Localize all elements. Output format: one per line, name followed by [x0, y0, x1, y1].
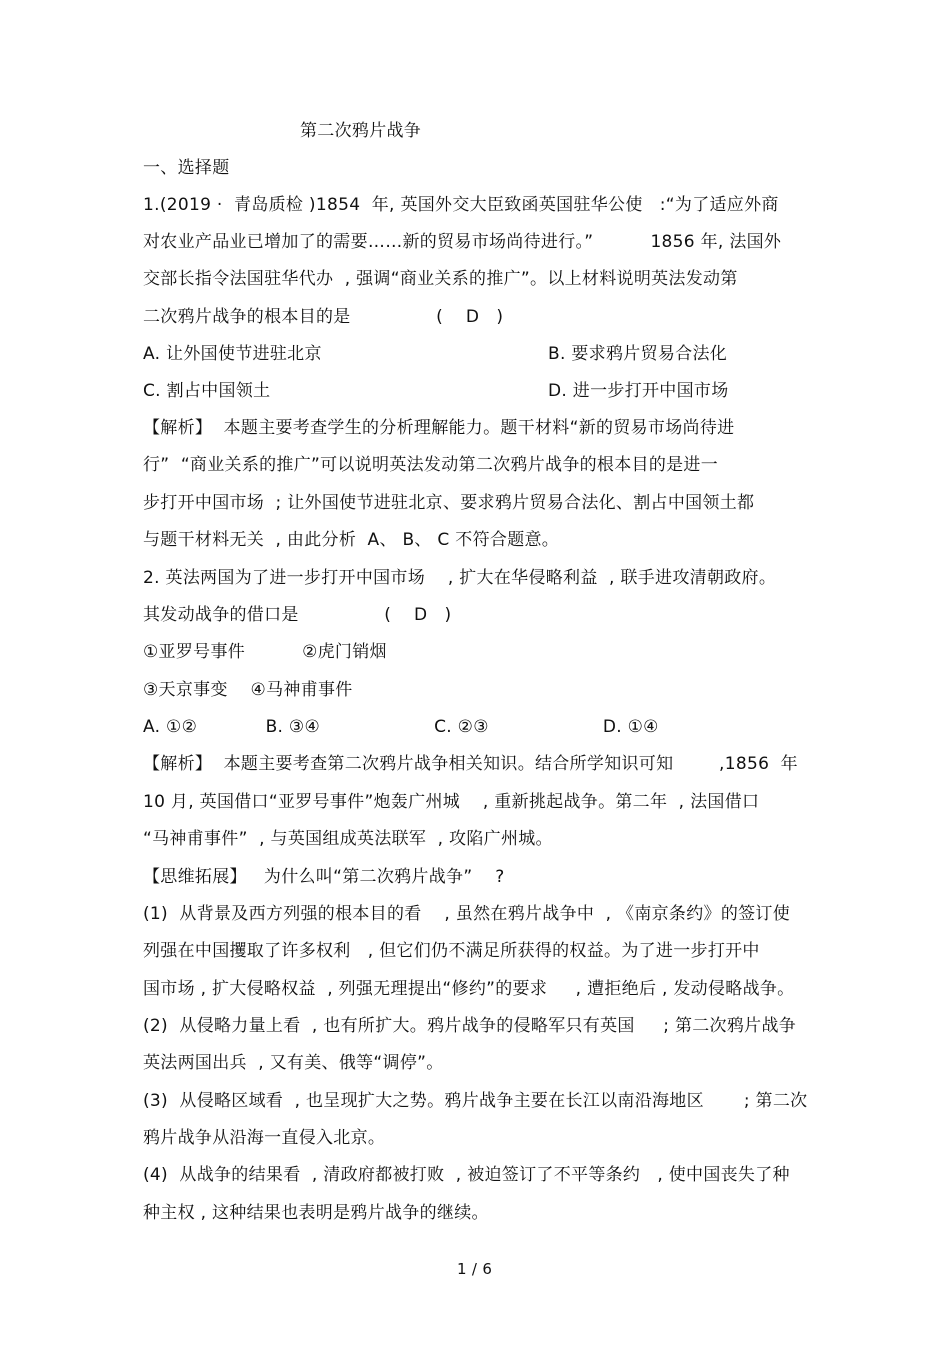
question-2-line-1: 2. 英法两国为了进一步打开中国市场 , 扩大在华侵略利益 , 联手进攻清朝政府。	[143, 568, 777, 588]
extension-line-5: 英法两国出兵 , 又有美、俄等“调停”。	[143, 1053, 444, 1073]
page-title: 第二次鸦片战争	[300, 121, 422, 141]
question-2-line-2: 其发动战争的借口是 ( D )	[143, 605, 452, 625]
extension-line-9: 种主权 , 这种结果也表明是鸦片战争的继续。	[143, 1203, 489, 1223]
question-1-line-3: 交部长指令法国驻华代办 , 强调“商业关系的推广”。以上材料说明英法发动第	[143, 269, 738, 289]
question-1-analysis-line-1: 【解析】 本题主要考查学生的分析理解能力。题干材料“新的贸易市场尚待进	[143, 418, 735, 438]
question-1-option-b: B. 要求鸦片贸易合法化	[548, 344, 728, 364]
extension-heading: 【思维拓展】 为什么叫“第二次鸦片战争” ?	[143, 867, 505, 887]
question-2-items-line-1: ①亚罗号事件 ②虎门销烟	[143, 642, 387, 662]
section-heading: 一、选择题	[143, 158, 230, 178]
extension-line-3: 国市场 , 扩大侵略权益 , 列强无理提出“修约”的要求 , 遭拒绝后 , 发动侵略战争。	[143, 979, 795, 999]
question-2-options: A. ①② B. ③④ C. ②③ D. ①④	[143, 717, 659, 737]
question-1-option-a: A. 让外国使节进驻北京	[143, 344, 322, 364]
extension-line-4: (2) 从侵略力量上看 , 也有所扩大。鸦片战争的侵略军只有英国 ; 第二次鸦片战争	[143, 1016, 797, 1036]
question-2-analysis-line-1: 【解析】 本题主要考查第二次鸦片战争相关知识。结合所学知识可知 ,1856 年	[143, 754, 798, 774]
question-1-analysis-line-3: 步打开中国市场 ; 让外国使节进驻北京、要求鸦片贸易合法化、割占中国领土都	[143, 493, 755, 513]
question-2-analysis-line-3: “马神甫事件” , 与英国组成英法联军 , 攻陷广州城。	[143, 829, 553, 849]
question-1-analysis-line-2: 行” “商业关系的推广”可以说明英法发动第二次鸦片战争的根本目的是进一	[143, 455, 719, 475]
extension-line-6: (3) 从侵略区域看 , 也呈现扩大之势。鸦片战争主要在长江以南沿海地区 ; 第二次	[143, 1091, 808, 1111]
question-2-analysis-line-2: 10 月, 英国借口“亚罗号事件”炮轰广州城 , 重新挑起战争。第二年 , 法国借口	[143, 792, 760, 812]
page-number: 1 / 6	[457, 1260, 493, 1278]
question-1-analysis-line-4: 与题干材料无关 , 由此分析 A、 B、 C 不符合题意。	[143, 530, 560, 550]
question-1-line-2: 对农业产品业已增加了的需要……新的贸易市场尚待进行。” 1856 年, 法国外	[143, 232, 782, 252]
extension-line-2: 列强在中国攫取了许多权利 , 但它们仍不满足所获得的权益。为了进一步打开中	[143, 941, 760, 961]
question-1-line-1: 1.(2019 · 青岛质检 )1854 年, 英国外交大臣致函英国驻华公使 :“为了适应外商	[143, 195, 779, 215]
question-1-option-c: C. 割占中国领土	[143, 381, 271, 401]
question-2-items-line-2: ③天京事变 ④马神甫事件	[143, 680, 353, 700]
extension-line-8: (4) 从战争的结果看 , 清政府都被打败 , 被迫签订了不平等条约 , 使中国丧失了种	[143, 1165, 790, 1185]
extension-line-1: (1) 从背景及西方列强的根本目的看 , 虽然在鸦片战争中 , 《南京条约》的签订使	[143, 904, 791, 924]
question-1-line-4: 二次鸦片战争的根本目的是 ( D )	[143, 307, 504, 327]
question-1-option-d: D. 进一步打开中国市场	[548, 381, 729, 401]
extension-line-7: 鸦片战争从沿海一直侵入北京。	[143, 1128, 386, 1148]
